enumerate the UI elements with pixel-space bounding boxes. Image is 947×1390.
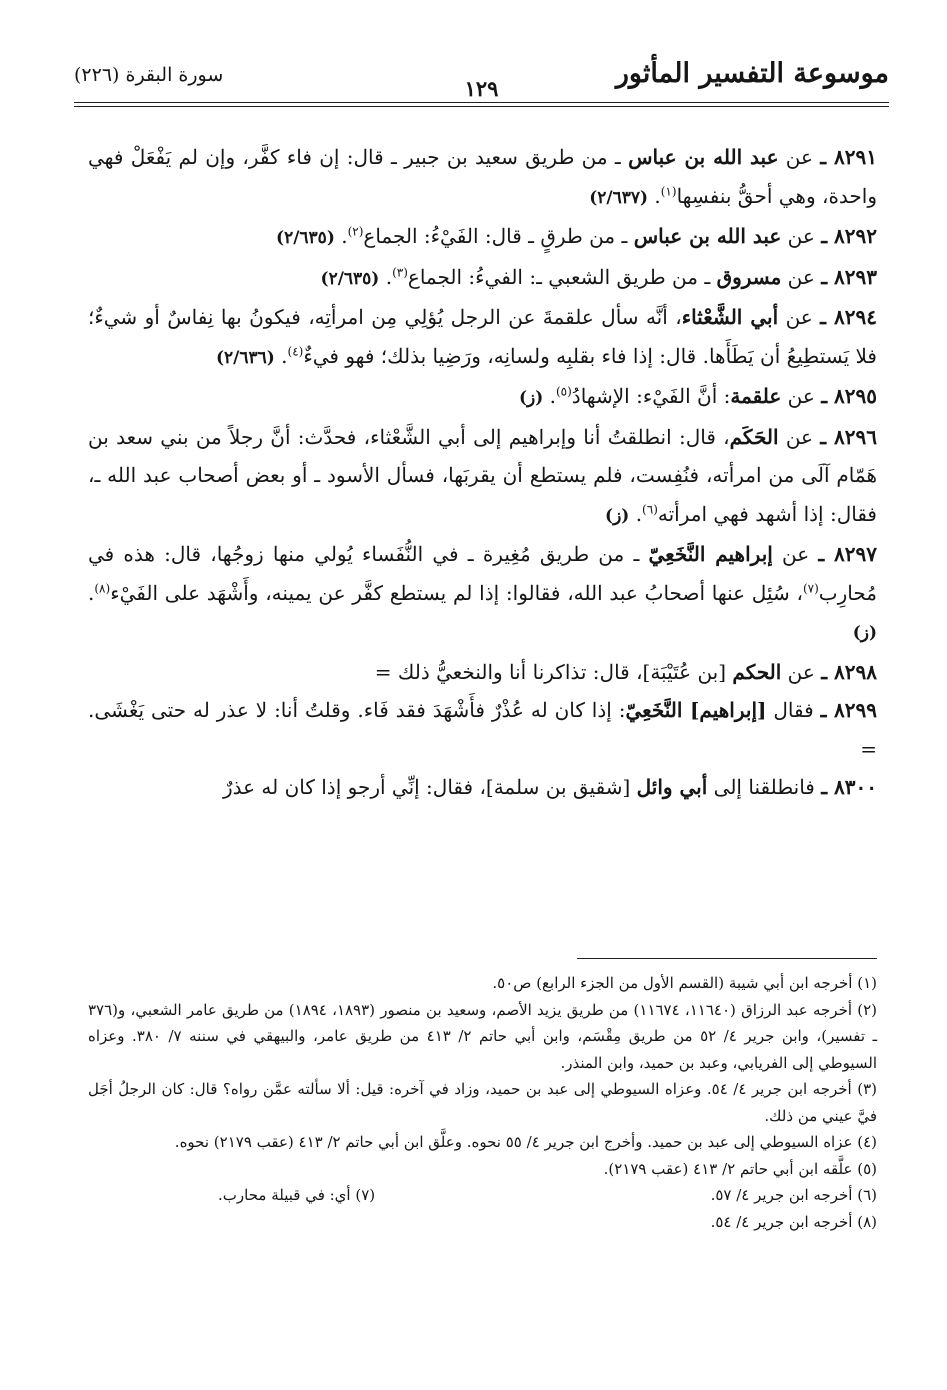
entry-text: ـ من طريق مُغِيرة ـ في النُّفَساء يُولي منها زوجُها، قال: هذه في مُحارِب — [88, 542, 877, 605]
footnote-7: (٧) أي: في قبيلة محارب. — [218, 1186, 376, 1204]
entry-text: . — [88, 580, 95, 605]
footnotes-section — [88, 970, 877, 1235]
entry-text: . — [635, 501, 643, 526]
entry-text: عن — [772, 542, 819, 566]
entry-text: : إذا كان له عُذْرٌ فأَشْهَدَ فقد فَاء. وقلتُ أنا: لا عذر له حتى يَغْشَى. = — [88, 698, 877, 761]
entry-text: فقال — [766, 698, 821, 722]
narrator-name: إبراهيم النَّخَعِيّ — [648, 542, 773, 566]
footnote-2: (٢) أخرجه عبد الرزاق (١١٦٤٠، ١١٦٧٤) من طريق يزيد الأصم، وسعيد بن منصور (١٨٩٣، ١٨٩٤) من طريق عامر الشعبي، و(٣٧٦ ـ تفسير)، وابن جرير ٤/ ٥٢ من طريق مِقْسَم، وابن أبي حاتم ٢/ ٤١٣ من طريق عامر، والبيهقي في سننه ٧/ ٣٨٠. وعزاه السيوطي إلى الفريابي، وعبد بن حميد، وابن المنذر. — [88, 1000, 877, 1072]
narrator-name: الحكم — [732, 659, 782, 684]
entry-text: [شقيق بن سلمة]، فقال: إنِّي أرجو إذا كان له عذرٌ — [222, 775, 637, 799]
entry-number: ٨٢٩٢ ـ — [821, 224, 877, 248]
footnote-6: (٦) أخرجه ابن جرير ٤/ ٥٧. — [710, 1186, 877, 1204]
entry-text: عن — [778, 305, 821, 329]
entry-text: . — [281, 343, 288, 368]
narrator-name: الحَكَم — [729, 424, 779, 449]
entry-text: ، سُئِل عنها أصحابُ عبد الله، فقالوا: إذا لم يستطع كفَّر عن يمينه، وأَشْهَد على الفَيْء — [110, 580, 803, 605]
entry-number: ٨٢٩١ ـ — [820, 145, 877, 169]
footnote-row — [88, 1182, 877, 1209]
narrator-name: عبد الله بن عباس — [628, 145, 779, 169]
entry-number: ٨٢٩٩ ـ — [820, 698, 877, 722]
entry-text: ، قال: انطلقتُ أنا وإبراهيم إلى أبي الشَّعْثاء، فحدَّث: أنَّ رجلاً من بني سعد بن هَمّام آلَى من امرأته، فنُفِست، فلم يستطع أن يقربَها، فسأل الأسود ـ أو بعض أصحاب عبد الله ـ، فقال: إذا أشهد فهي امرأته — [88, 424, 877, 526]
entry-number: ٨٢٩٥ ـ — [821, 384, 877, 408]
footnote-3: (٣) أخرجه ابن جرير ٤/ ٥٤. وعزاه السيوطي إلى عبد بن حميد، وزاد في آخره: قيل: ألا سألته عمَّن رواه؟ قال: كان الرجلُ أجَل فيَّ عيني من ذلك. — [88, 1080, 877, 1125]
page-header — [74, 58, 889, 110]
entry-text: عن — [781, 224, 822, 248]
footnote-marker[interactable]: (٢) — [347, 224, 364, 239]
volume-reference: (٢/٦٣٥) — [320, 268, 380, 289]
entry-8294 — [88, 298, 877, 377]
entry-text: فانطلقنا إلى — [707, 775, 822, 799]
volume-reference: (ز) — [852, 623, 877, 643]
entry-text: [بن عُتَيْبَة]، قال: تذاكرنا أنا والنخعيُّ ذلك = — [374, 659, 733, 684]
entry-8300 — [88, 768, 877, 807]
narrator-name: مسروق — [716, 264, 782, 289]
volume-reference: (٢/٦٣٥) — [276, 228, 335, 248]
narrator-name: أبي الشَّعْثاء — [681, 305, 779, 329]
book-title: موسوعة التفسير المأثور — [615, 58, 889, 89]
narrator-name: [إبراهيم] النَّخَعِيّ — [625, 698, 767, 722]
entry-number: ٨٢٩٧ ـ — [818, 542, 878, 566]
footnote-separator — [577, 958, 877, 959]
entry-text: . — [385, 264, 393, 289]
entry-text: عن — [778, 424, 821, 449]
entry-number: ٨٢٩٣ ـ — [821, 264, 877, 289]
surah-label: سورة البقرة (٢٢٦) — [74, 64, 224, 86]
entry-text: : أنَّ الفَيْء: الإشهادُ — [571, 384, 731, 408]
entry-text: . — [549, 384, 556, 408]
entry-8291 — [88, 138, 877, 217]
volume-reference: (ز) — [605, 505, 630, 526]
header-rule-thin — [74, 106, 889, 107]
narrator-name: أبي وائل — [636, 775, 708, 799]
footnote-marker[interactable]: (٤) — [287, 343, 304, 358]
narrator-name: عبد الله بن عباس — [633, 224, 782, 248]
entry-8292 — [88, 217, 877, 258]
volume-reference: (٢/٦٣٧) — [589, 187, 649, 208]
footnote-8: (٨) أخرجه ابن جرير ٤/ ٥٤. — [710, 1212, 877, 1231]
entry-8298 — [88, 653, 877, 692]
entry-text: عن — [781, 659, 822, 684]
footnote-marker[interactable]: (١) — [660, 183, 677, 198]
footnote-5: (٥) علَّقه ابن أبي حاتم ٢/ ٤١٣ (عقب ٢١٧٩). — [603, 1159, 877, 1178]
entry-number: ٨٣٠٠ ـ — [821, 775, 877, 799]
volume-reference: (ز) — [518, 388, 544, 408]
entry-text: ـ من طرقٍ ـ قال: الفَيْءُ: الجماع — [363, 224, 634, 248]
entry-text: ـ من طريق سعيد بن جبير ـ قال: إن فاء كفَّر، وإن لم يَفْعَلْ فهي واحدة، وهي أحقُّ بنفسِها — [88, 145, 877, 208]
main-text — [88, 138, 877, 807]
entry-text: عن — [778, 145, 821, 169]
entry-text: عن — [781, 264, 822, 289]
entry-number: ٨٢٩٦ ـ — [820, 424, 877, 449]
volume-reference: (٢/٦٣٦) — [215, 347, 275, 368]
entry-8295 — [88, 377, 877, 418]
entry-8296 — [88, 418, 877, 536]
footnote-marker[interactable]: (٣) — [392, 264, 408, 279]
footnote-4: (٤) عزاه السيوطي إلى عبد بن حميد. وأخرج ابن جرير ٤/ ٥٥ نحوه. وعلَّق ابن أبي حاتم ٢/ ٤١٣ (عقب ٢١٧٩) نحوه. — [174, 1133, 877, 1151]
entry-8299 — [88, 691, 877, 768]
page-number: ١٢٩ — [464, 76, 499, 101]
entry-number: ٨٢٩٤ ـ — [820, 305, 878, 329]
footnote-marker[interactable]: (٧) — [802, 580, 819, 595]
narrator-name: علقمة — [730, 384, 782, 408]
header-rule — [74, 102, 889, 103]
entry-number: ٨٢٩٨ ـ — [821, 659, 877, 684]
entry-text: ، أنَّه سأل علقمةَ عن الرجل يُؤلِي مِن امرأتِه، فيكونُ بها نِفاسٌ أو شيءٌ؛ فلا يَستطِيعُ أن يَطَأَها. قال: إذا فاء بقلبِه ولسانِه، ورَضِيا بذلك؛ فهو فيءٌ — [88, 305, 877, 368]
footnote-1: (١) أخرجه ابن أبي شيبة (القسم الأول من الجزء الرابع) ص٥٠. — [492, 974, 877, 992]
footnote-marker[interactable]: (٦) — [642, 501, 658, 516]
entry-text: عن — [781, 384, 822, 408]
entry-text: . — [341, 224, 348, 248]
entry-text: ـ من طريق الشعبي ـ: الفيءُ: الجماع — [407, 264, 717, 289]
entry-8297 — [88, 535, 877, 653]
entry-text: . — [654, 183, 661, 208]
footnote-marker[interactable]: (٨) — [94, 580, 111, 595]
entry-8293 — [88, 258, 877, 299]
footnote-marker[interactable]: (٥) — [555, 384, 572, 399]
